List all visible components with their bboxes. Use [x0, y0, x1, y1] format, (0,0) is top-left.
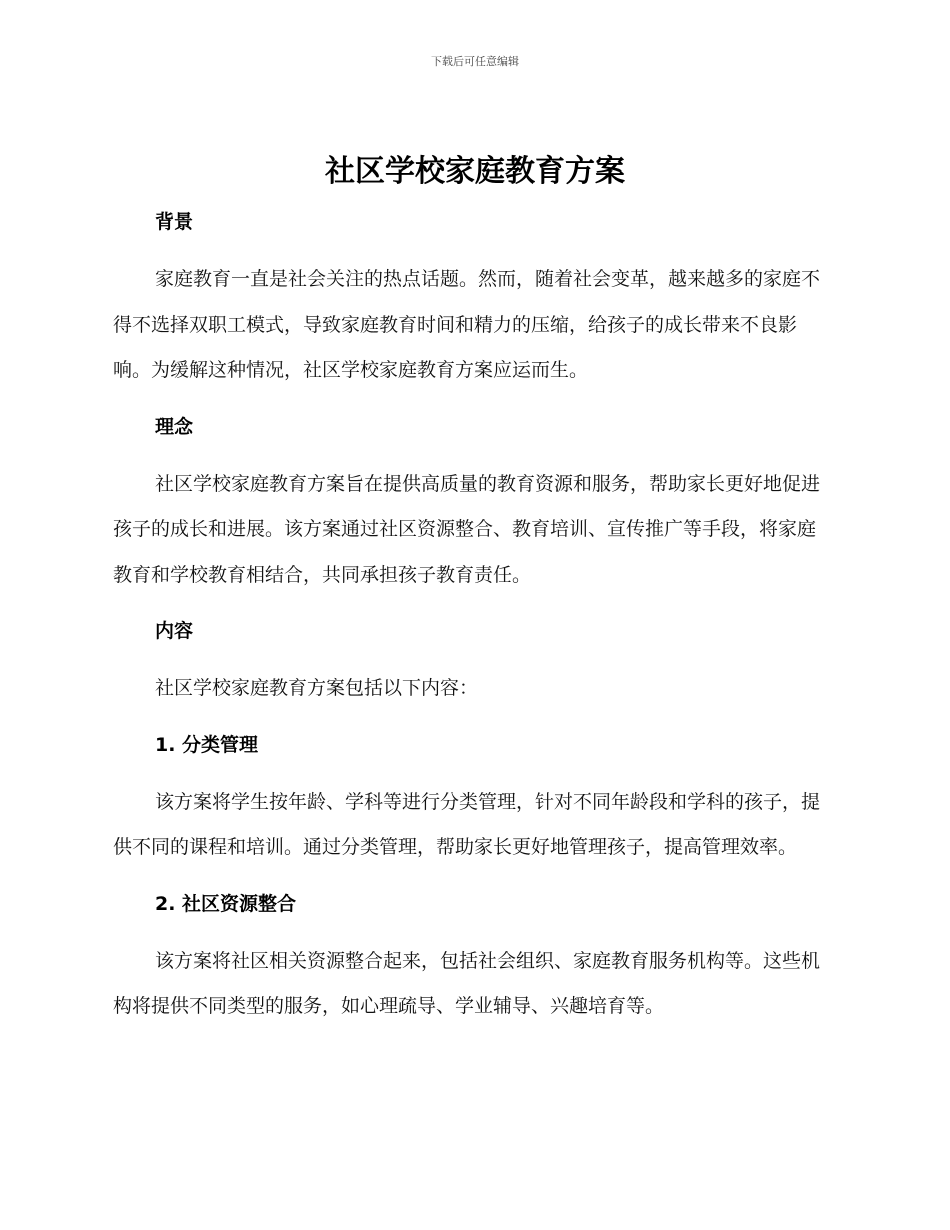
document-title: 社区学校家庭教育方案: [325, 154, 625, 189]
section-paragraph-content: 社区学校家庭教育方案包括以下内容：: [155, 677, 479, 699]
section-heading-philosophy: 理念: [155, 415, 194, 438]
section-paragraph-philosophy: 社区学校家庭教育方案旨在提供高质量的教育资源和服务，帮助家长更好地促进孩子的成长和进展。该方案通过社区资源整合、教育培训、宣传推广等手段，将家庭教育和学校教育相结合，共同承担孩子教育责任。: [113, 472, 821, 586]
section-paragraph-classification: 该方案将学生按年龄、学科等进行分类管理，针对不同年龄段和学科的孩子，提供不同的课程和培训。通过分类管理，帮助家长更好地管理孩子，提高管理效率。: [113, 790, 821, 858]
section-heading-content: 内容: [155, 620, 194, 642]
section-heading-classification: 1. 分类管理: [155, 733, 259, 756]
document-body: [113, 205, 829, 1030]
header-note: 下载后可任意编辑: [431, 55, 519, 68]
section-paragraph-background: 家庭教育一直是社会关注的热点话题。然而，随着社会变革，越来越多的家庭不得不选择双职工模式，导致家庭教育时间和精力的压缩，给孩子的成长带来不良影响。为缓解这种情况，社区学校家庭教育方案应运而生。: [113, 268, 821, 381]
section-paragraph-resources: 该方案将社区相关资源整合起来，包括社会组织、家庭教育服务机构等。这些机构将提供不同类型的服务，如心理疏导、学业辅导、兴趣培育等。: [113, 949, 821, 1017]
section-heading-resources: 2. 社区资源整合: [155, 892, 297, 915]
section-heading-background: 背景: [155, 211, 194, 233]
